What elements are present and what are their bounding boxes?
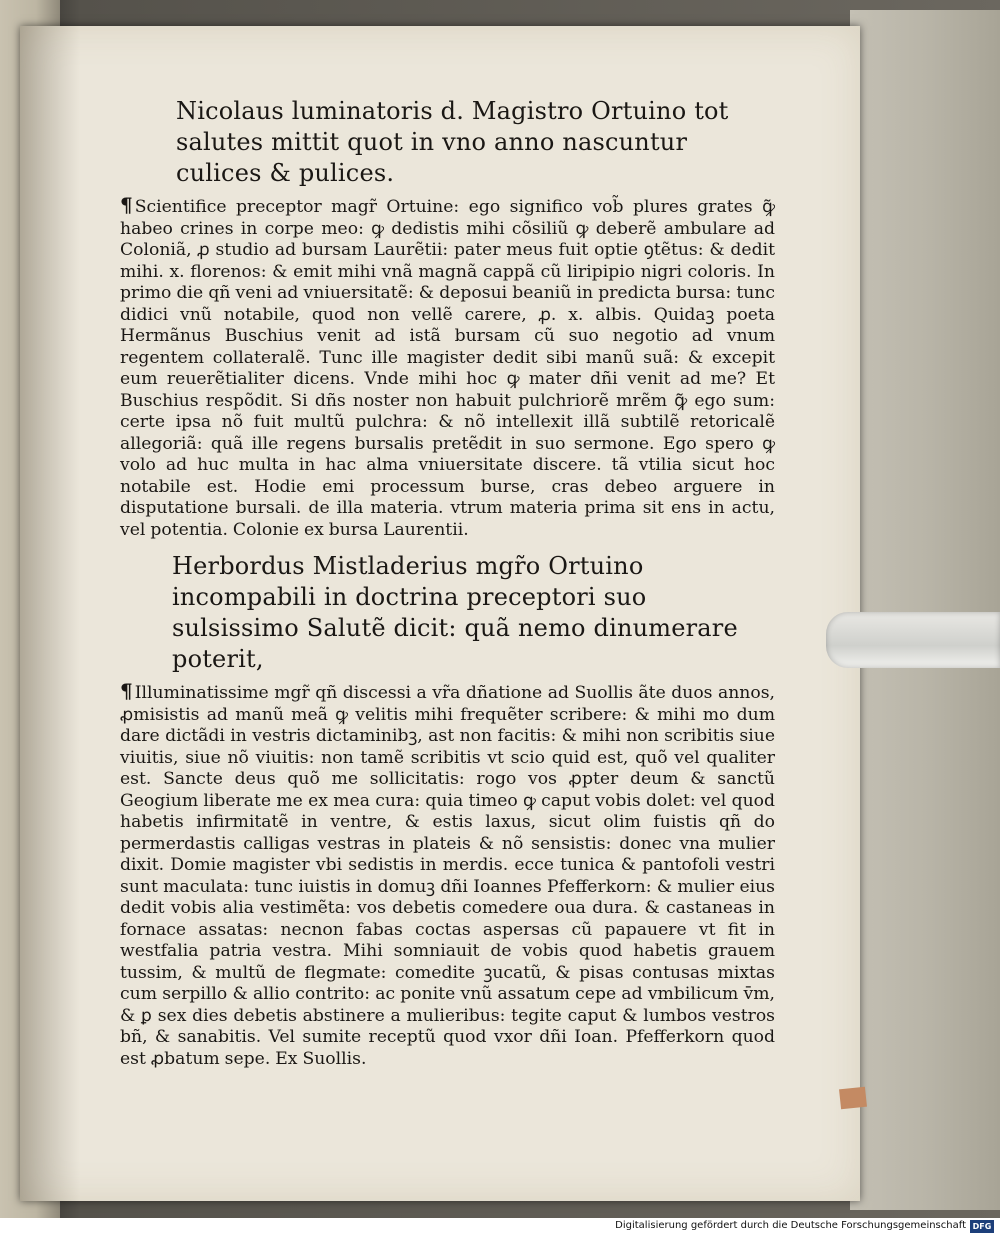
letter2-heading: Herbordus Mistladerius mgr̃o Ortuino incompabili in doctrina preceptori suo sulsissimo Salutẽ dicit: quã nemo dinumerare poterit, [172,552,738,673]
paper-stain [839,1087,867,1110]
dfg-logo: DFG [970,1220,994,1233]
book-right-board [850,10,1000,1210]
funding-credit: Digitalisierung gefördert durch die Deutsche Forschungsgemeinschaft [615,1220,966,1231]
letter1-body-text: Scientifice preceptor magr̃ Ortuine: ego significo vob̃ plures grates ꝙ̃ habeo crines in corpe meo: ꝙ dedistis mihi cõsiliũ ꝙ deberẽ ambulare ad Coloniã, ꝓ studio ad bursam Laurẽtii: pater meus fuit optie ꝯtẽtus: & dedit mihi. x. florenos: & emit mihi vnã magnã cappã cũ liripipio nigri coloris. In primo die qñ veni ad vniuersitatẽ: & deposui beaniũ in predicta bursa: tunc didici vnũ notabile, quod non vellẽ carere, ꝓ. x. albis. Quidaꝫ poeta Hermãnus Buschius venit ad istã bursam cũ suo negotio ad vnum regentem collateralẽ. Tunc ille magister dedit sibi manũ suã: & excepit eum reuerẽtialiter dicens. Vnde mihi hoc ꝙ mater dñi venit ad me? Et Buschius respõdit. Si dñs noster non habuit pulchriorẽ mrẽm ꝙ̃ ego sum: certe ipsa nõ fuit multũ pulchra: & nõ intellexit illã subtilẽ retoricalẽ allegoriã: quã ille regens bursalis pretẽdit in suo sermone. Ego spero ꝙ volo ad huc multa in hac alma vniuersitate discere. tã vtilia sicut hoc notabile est. Hodie emi processum burse, cras debeo arguere in disputatione bursali. de illa materia. vtrum materia prima sit ens in actu, vel potentia. Colonie ex bursa Laurentii. [120,197,775,540]
paragraph-mark-icon: ¶ [120,679,133,703]
plastic-clip [826,612,1000,668]
letter1-body [120,195,775,541]
footer-bar [0,1218,1000,1235]
letter1-heading: Nicolaus luminatoris d. Magistro Ortuino tot salutes mittit quot in vno anno nascuntur culices & pulices. [176,97,729,187]
letter2-body [120,681,775,1070]
page-text [120,96,775,1070]
letter2-body-text: Illuminatissime mgr̃ qñ discessi a vr̃a dñatione ad Suollis ãte duos annos, ꝓmisistis ad manũ meã ꝙ velitis mihi frequẽter scribere: & mihi mo dum dare dictãdi in vestris dictaminibꝫ, ast non facitis: & mihi non scribitis siue viuitis, siue nõ viuitis: non tamẽ scribitis vt scio quid est, quõ vel qualiter est. Sancte deus quõ me sollicitatis: rogo vos ꝓpter deum & sanctũ Geogium liberate me ex mea cura: quia timeo ꝙ caput vobis dolet: vel quod habetis infirmitatẽ in ventre, & estis laxus, sicut olim fuistis qñ do permerdastis calligas vestras in plateis & nõ sensistis: donec vna mulier dixit. Domie magister vbi sedistis in merdis. ecce tunica & pantofoli vestri sunt maculata: tunc iuistis in domuꝫ dñi Ioannes Pfefferkorn: & mulier eius dedit vobis alia vestimẽta: vos debetis comedere oua dura. & castaneas in fornace assatas: necnon fabas coctas aspersas cũ papauere vt fit in westfalia patria vestra. Mihi somniauit de vobis quod habetis grauem tussim, & multũ de flegmate: comedite ꝫucatũ, & pisas contusas mixtas cum serpillo & allio contrito: ac ponite vnũ assatum cepe ad vmbilicum v̄m, & ꝑ sex dies debetis abstinere a mulieribus: tegite caput & lumbos vestros bñ, & sanabitis. Vel sumite receptũ quod vxor dñi Ioan. Pfefferkorn quod est ꝓbatum sepe. Ex Suollis. [120,683,775,1069]
paragraph-mark-icon: ¶ [120,193,133,217]
